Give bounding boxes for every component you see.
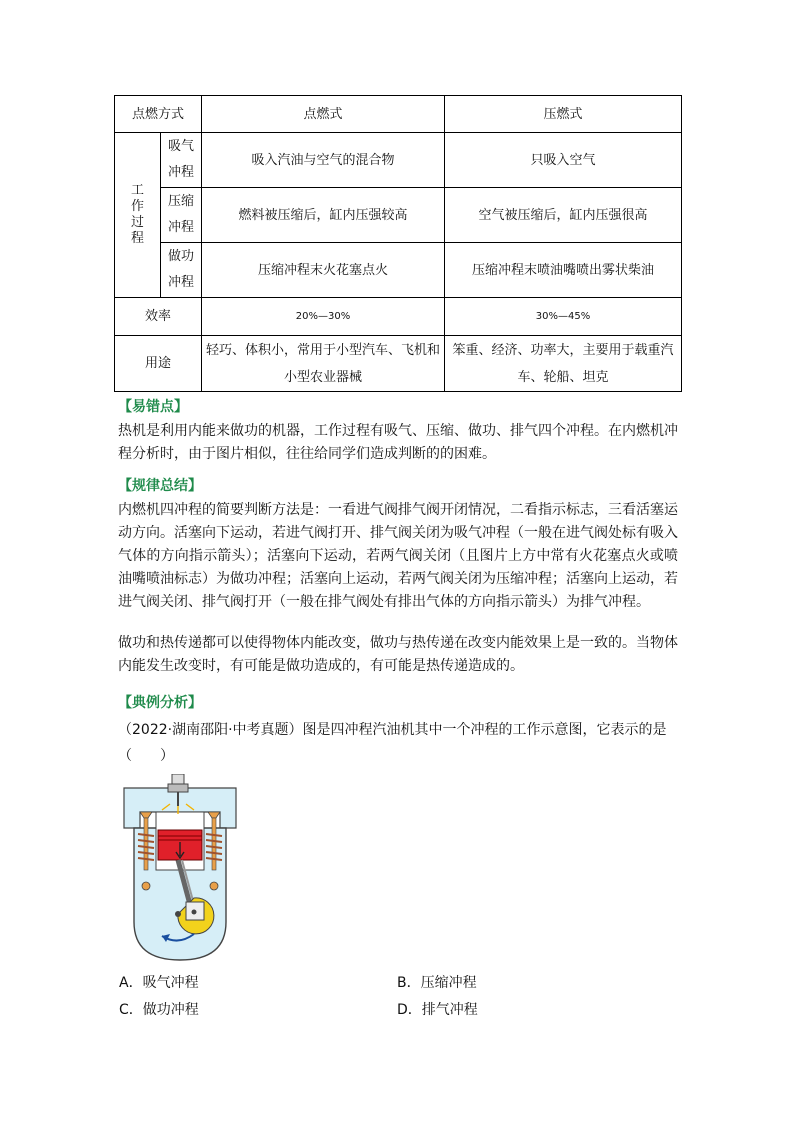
stroke-cell: 压缩冲程 (161, 188, 202, 243)
table-cell: 空气被压缩后，缸内压强很高 (445, 188, 682, 243)
table-cell: 吸入汽油与空气的混合物 (202, 133, 445, 188)
table-cell: 压缩冲程末火花塞点火 (202, 243, 445, 298)
table-cell: 30%—45% (445, 298, 682, 336)
table-header-row (115, 96, 682, 133)
table-row (115, 298, 682, 336)
engine-diagram (118, 774, 242, 966)
table-header-cell: 压燃式 (445, 96, 682, 133)
option-c[interactable]: C．做功冲程 (119, 1002, 199, 1018)
group-label: 工作过程 (130, 183, 144, 246)
stroke-cell: 吸气冲程 (161, 133, 202, 188)
option-a[interactable]: A．吸气冲程 (119, 975, 199, 991)
example-heading: 【典例分析】 (118, 695, 202, 711)
table-cell: 压缩冲程末喷油嘴喷出雾状柴油 (445, 243, 682, 298)
group-label-cell (115, 133, 161, 298)
table-cell: 轻巧、体积小，常用于小型汽车、飞机和小型农业器械 (202, 336, 445, 392)
rule-heading: 【规律总结】 (118, 478, 202, 494)
stroke-cell: 做功冲程 (161, 243, 202, 298)
table-header-cell: 点燃方式 (115, 96, 202, 133)
table-cell: 20%—30% (202, 298, 445, 336)
comparison-table (114, 95, 682, 392)
table-cell: 燃料被压缩后，缸内压强较高 (202, 188, 445, 243)
piston-icon (158, 830, 202, 860)
table-cell: 效率 (115, 298, 202, 336)
error-heading: 【易错点】 (118, 399, 188, 415)
table-cell: 用途 (115, 336, 202, 392)
error-paragraph: 热机是利用内能来做功的机器，工作过程有吸气、压缩、做功、排气四个冲程。在内燃机冲程分析时，由于图片相似，往往给同学们造成判断的的困难。 (118, 423, 678, 462)
rule-paragraph: 内燃机四冲程的简要判断方法是：一看进气阀排气阀开闭情况，二看指示标志，三看活塞运动方向。活塞向下运动，若进气阀打开、排气阀关闭为吸气冲程（一般在进气阀处标有吸入气体的方向指示箭头）；活塞向下运动，若两气阀关闭（且图片上方中常有火花塞点火或喷油嘴喷油标志）为做功冲程；活塞向上运动，若两气阀关闭为压缩冲程；活塞向上运动，若进气阀关闭、排气阀打开（一般在排气阀处有排出气体的方向指示箭头）为排气冲程。 (118, 502, 678, 610)
table-row (115, 243, 682, 298)
option-b[interactable]: B．压缩冲程 (397, 975, 477, 991)
question-text: （2022·湖南邵阳·中考真题）图是四冲程汽油机其中一个冲程的工作示意图，它表示的是（ ） (118, 722, 667, 764)
table-row (115, 336, 682, 392)
table-row (115, 188, 682, 243)
table-row (115, 133, 682, 188)
rule-paragraph-2: 做功和热传递都可以使得物体内能改变，做功与热传递在改变内能效果上是一致的。当物体内能发生改变时，有可能是做功造成的，有可能是热传递造成的。 (118, 635, 678, 674)
table-cell: 只吸入空气 (445, 133, 682, 188)
table-header-cell: 点燃式 (202, 96, 445, 133)
option-d[interactable]: D．排气冲程 (397, 1002, 478, 1018)
table-cell: 笨重、经济、功率大，主要用于载重汽车、轮船、坦克 (445, 336, 682, 392)
